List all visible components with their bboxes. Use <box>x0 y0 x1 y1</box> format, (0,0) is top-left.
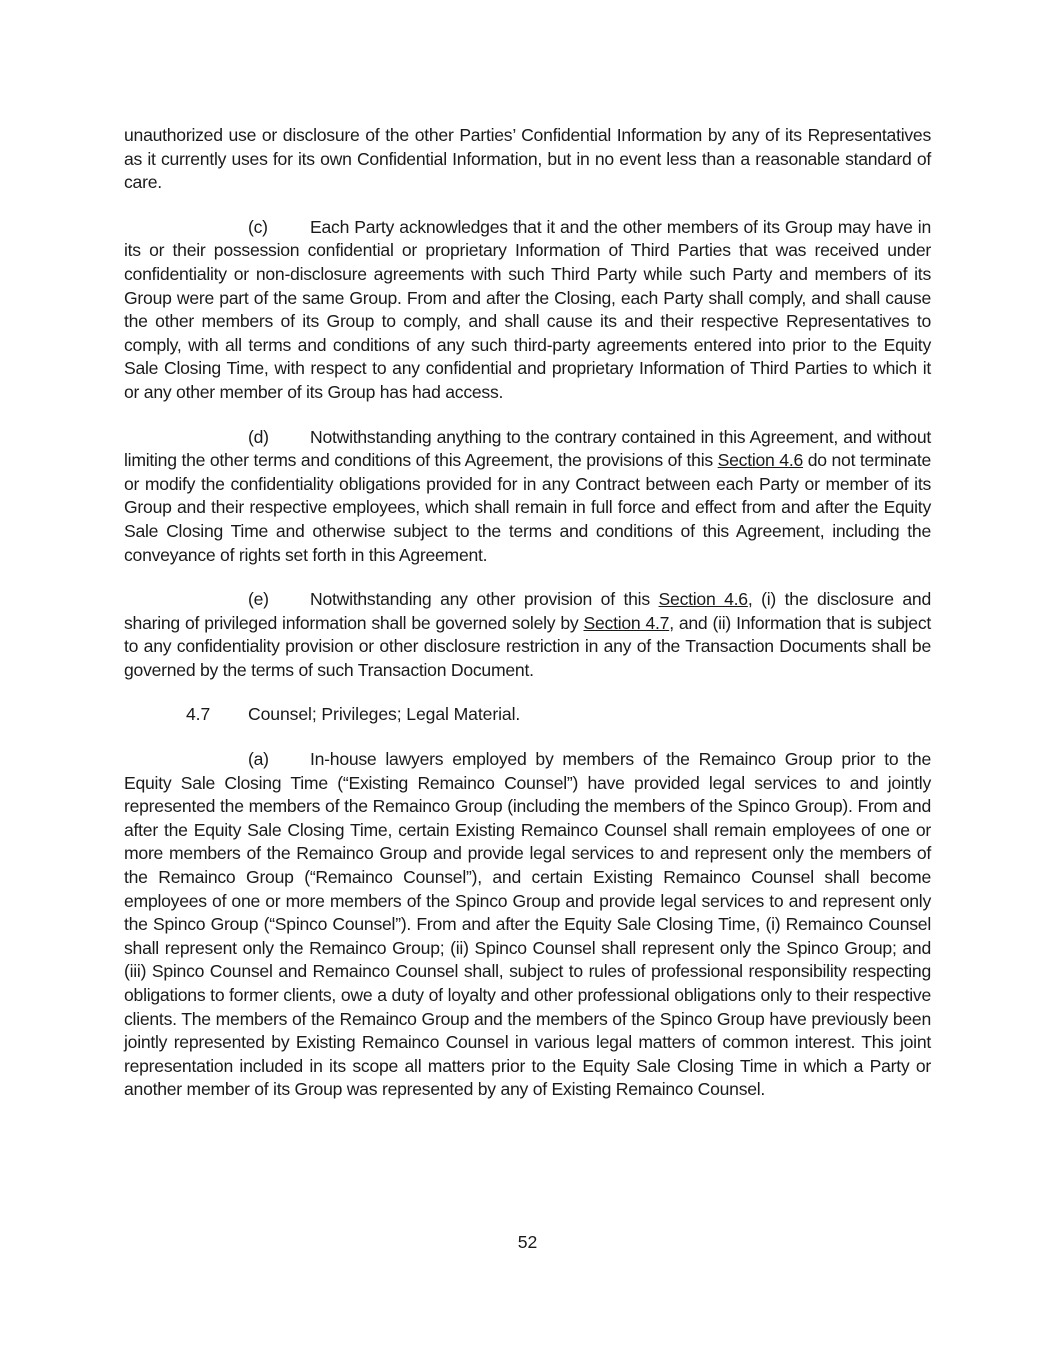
paragraph-c-label: (c) <box>248 216 268 237</box>
paragraph-continuation: unauthorized use or disclosure of the other Parties’ Confidential Information by any of its Representatives as it currently uses for its own Confidential Information, but in no event less than a reasonable standard of care. <box>124 125 931 193</box>
paragraph-e <box>124 588 931 682</box>
paragraph-e-text-1: Notwithstanding any other provision of this <box>310 589 659 610</box>
paragraph-a-label: (a) <box>248 749 269 770</box>
page-number: 52 <box>517 1232 538 1252</box>
paragraph-a <box>124 748 931 1102</box>
paragraph-e-text-2: , (i) the disclosure and sharing of privileged information shall be governed solely by <box>124 589 931 633</box>
paragraph-c-text: Each Party acknowledges that it and the other members of its Group may have in its or their possession confidential or proprietary Information of Third Parties that was received under confidentiality or non-disclosure agreements with such Third Party while such Party and members of its Group were part of the same Group. From and after the Closing, each Party shall comply, and shall cause the other members of its Group to comply, and shall cause its and their respective Representatives to comply, with all terms and conditions of any such third-party agreements entered into prior to the Equity Sale Closing Time, with respect to any confidential and proprietary Information of Third Parties to which it or any other member of its Group has had access. <box>124 216 931 402</box>
section-title: Counsel; Privileges; Legal Material. <box>248 704 521 725</box>
paragraph-d-text-1: Notwithstanding anything to the contrary contained in this Agreement, and without limiting the other terms and conditions of this Agreement, the provisions of this <box>124 426 931 471</box>
paragraph-e-text-3: , and (ii) Information that is subject to any confidentiality provision or other disclosure restriction in any of the Transaction Documents shall be governed by the terms of such Transaction Document. <box>124 612 932 680</box>
document-page <box>124 124 931 1102</box>
paragraph-e-label: (e) <box>248 589 269 610</box>
paragraph-d <box>124 426 931 568</box>
paragraph-a-text: In-house lawyers employed by members of the Remainco Group prior to the Equity Sale Closing Time (“Existing Remainco Counsel”) have provided legal services to and jointly represented the members of the Remainco Group (including the members of the Spinco Group). From and after the Equity Sale Closing Time, certain Existing Remainco Counsel shall remain employees of one or more members of the Remainco Group and provide legal services to and represent only the members of the Remainco Group (“Remainco Counsel”), and certain Existing Remainco Counsel shall become employees of one or more members of the Spinco Group and provide legal services to and represent only the Spinco Group (“Spinco Counsel”). From and after the Equity Sale Closing Time, (i) Remainco Counsel shall represent only the Remainco Group; (ii) Spinco Counsel shall represent only the Spinco Group; and (iii) Spinco Counsel and Remainco Counsel shall, subject to rules of professional responsibility respecting obligations to former clients, owe a duty of loyalty and other professional obligations only to their respective clients. The members of the Remainco Group and the members of the Spinco Group have previously been jointly represented by Existing Remainco Counsel in various legal matters of common interest. This joint representation included in its scope all matters prior to the Equity Sale Closing Time in which a Party or another member of its Group was represented by any of Existing Remainco Counsel. <box>124 749 931 1100</box>
section-reference-link[interactable]: Section 4.7 <box>583 612 670 633</box>
paragraph-c <box>124 216 931 405</box>
section-heading <box>124 703 931 727</box>
section-reference-link[interactable]: Section 4.6 <box>658 589 748 610</box>
section-number: 4.7 <box>186 704 211 725</box>
section-reference-link[interactable]: Section 4.6 <box>717 450 803 471</box>
paragraph-d-label: (d) <box>248 426 269 447</box>
paragraph-d-text-2: do not terminate or modify the confidentiality obligations provided for in any Contract between each Party or member of its Group and their respective employees, which shall remain in full force and effect from and after the Equity Sale Closing Time and otherwise subject to the terms and conditions of this Agreement, including the conveyance of rights set forth in this Agreement. <box>124 450 932 565</box>
